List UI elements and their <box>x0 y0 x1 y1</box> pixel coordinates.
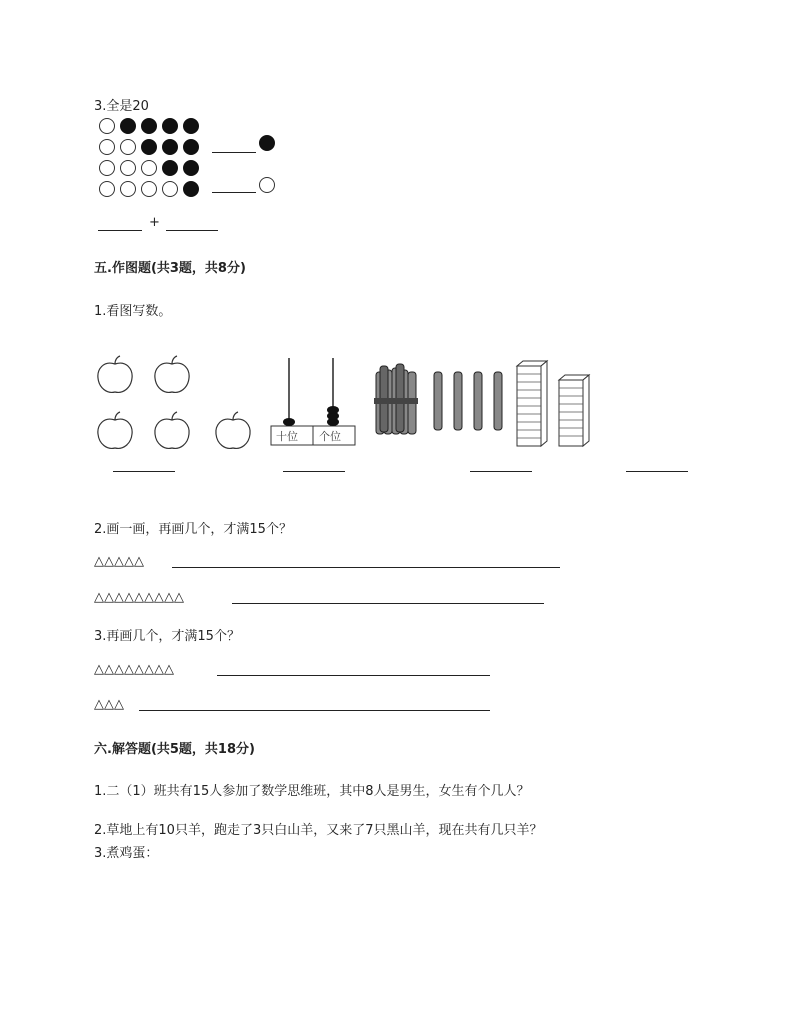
q2-triangles-row-1: △△△△△ <box>94 554 144 569</box>
abacus-ones-label: 个位 <box>319 430 341 443</box>
section-5-q1: 1.看图写数。 <box>94 304 172 319</box>
plus-sign: + <box>149 215 160 230</box>
single-sticks-icon <box>432 370 508 434</box>
white-dot <box>141 160 157 176</box>
black-dot <box>162 160 178 176</box>
block-towers-icon <box>515 360 600 450</box>
apples-illustration <box>95 356 255 456</box>
draw-line[interactable] <box>217 675 490 676</box>
white-dot <box>99 160 115 176</box>
white-dot <box>99 118 115 134</box>
draw-line[interactable] <box>172 567 560 568</box>
white-dot <box>99 181 115 197</box>
answer-blank[interactable] <box>470 471 532 472</box>
apple-icon <box>155 412 189 448</box>
apple-icon <box>98 356 132 392</box>
black-dot <box>141 118 157 134</box>
answer-blank[interactable] <box>113 471 175 472</box>
q3-label: 3.全是20 <box>94 99 149 114</box>
answer-blank[interactable] <box>283 471 345 472</box>
section-6-q3: 3.煮鸡蛋： <box>94 846 159 861</box>
section-5-q2: 2.画一画，再画几个，才满15个？ <box>94 522 292 537</box>
white-dot-legend <box>259 177 275 193</box>
section-5-q3: 3.再画几个，才满15个？ <box>94 629 240 644</box>
black-dot <box>183 118 199 134</box>
answer-blank[interactable] <box>166 230 218 231</box>
white-dot <box>99 139 115 155</box>
black-dot <box>141 139 157 155</box>
black-dot <box>162 139 178 155</box>
section-6-q2: 2.草地上有10只羊，跑走了3只白山羊，又来了7只黑山羊，现在共有几只羊？ <box>94 823 543 838</box>
white-dot <box>120 181 136 197</box>
section-5-title: 五.作图题(共3题，共8分) <box>94 261 246 276</box>
apple-icon <box>155 356 189 392</box>
black-dot <box>120 118 136 134</box>
q3-triangles-row-1: △△△△△△△△ <box>94 662 174 677</box>
answer-blank[interactable] <box>98 230 142 231</box>
draw-line[interactable] <box>232 603 544 604</box>
black-dot <box>162 118 178 134</box>
white-dot <box>120 139 136 155</box>
black-dot <box>183 160 199 176</box>
apple-icon <box>98 412 132 448</box>
white-dot <box>162 181 178 197</box>
q3-triangles-row-2: △△△ <box>94 697 124 712</box>
q2-triangles-row-2: △△△△△△△△△ <box>94 590 184 605</box>
apple-icon <box>216 412 250 448</box>
section-6-title: 六.解答题(共5题，共18分) <box>94 742 255 757</box>
black-dot-legend <box>259 135 275 151</box>
answer-blank[interactable] <box>212 152 256 153</box>
abacus-tens-label: 十位 <box>276 430 298 443</box>
white-dot <box>120 160 136 176</box>
section-6-q1: 1.二（1）班共有15人参加了数学思维班，其中8人是男生，女生有个几人？ <box>94 784 530 799</box>
draw-line[interactable] <box>139 710 490 711</box>
answer-blank[interactable] <box>626 471 688 472</box>
stick-bundle-icon <box>372 364 422 438</box>
white-dot <box>141 181 157 197</box>
answer-blank[interactable] <box>212 192 256 193</box>
black-dot <box>183 139 199 155</box>
black-dot <box>183 181 199 197</box>
